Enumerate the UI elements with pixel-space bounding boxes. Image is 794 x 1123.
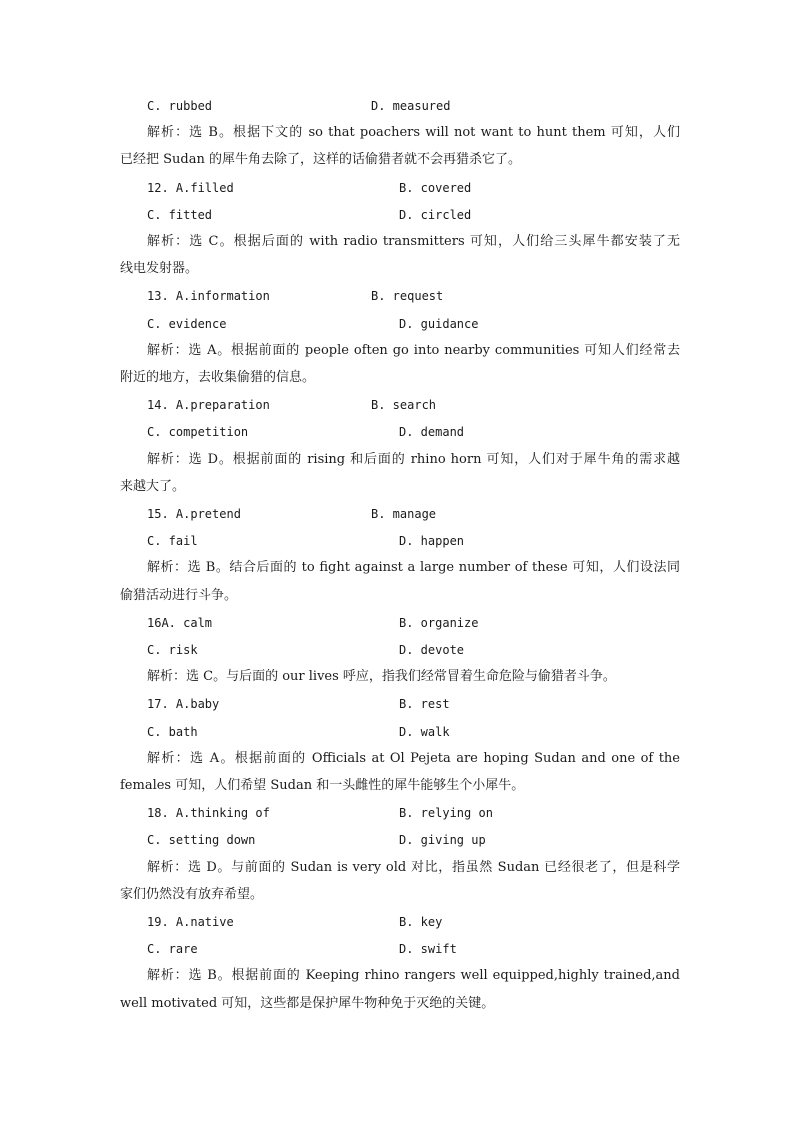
option-left: C. evidence — [147, 316, 227, 331]
explanation-line: 解析：选 D。与前面的 Sudan is very old 对比，指虽然 Sudan 已经很老了，但是科学 — [147, 859, 680, 875]
option-right: D. swift — [399, 942, 457, 957]
option-left: C. fail — [147, 534, 198, 549]
option-row — [120, 313, 680, 335]
option-left: 18. A.thinking of — [147, 806, 270, 821]
explanation-line: 解析：选 A。根据前面的 Officials at Ol Pejeta are hoping Sudan and one of the — [147, 750, 680, 766]
option-right: D. circled — [399, 207, 472, 222]
explanation-line: 家们仍然没有放弃希望。 — [120, 886, 264, 902]
option-row — [120, 204, 680, 226]
option-row — [120, 530, 680, 552]
option-row — [120, 639, 680, 661]
option-left: 17. A.baby — [147, 697, 220, 712]
explanation-line: well motivated 可知，这些都是保护犀牛物种免于灭绝的关键。 — [120, 995, 495, 1011]
option-right: B. request — [371, 289, 444, 304]
option-right: B. rest — [399, 697, 450, 712]
option-row — [120, 829, 680, 851]
option-left: 16A. calm — [147, 615, 213, 630]
explanation-line: 线电发射器。 — [120, 261, 199, 277]
option-left: 19. A.native — [147, 915, 234, 929]
explanation-line: 解析：选 A。根据前面的 people often go into nearby communities 可知人们经常去 — [147, 342, 680, 358]
option-left: C. competition — [147, 425, 249, 440]
option-row — [120, 503, 680, 525]
option-row — [120, 394, 680, 416]
option-right: D. walk — [399, 724, 450, 739]
option-left: C. rubbed — [147, 99, 213, 113]
explanation-line: 解析：选 D。根据前面的 rising 和后面的 rhino horn 可知，人们对于犀牛角的需求越 — [147, 451, 680, 467]
option-right: B. organize — [399, 615, 479, 630]
option-right: B. key — [399, 915, 443, 929]
option-left: 13. A.information — [147, 289, 270, 304]
option-left: C. rare — [147, 942, 198, 957]
option-row — [120, 911, 680, 933]
option-row — [120, 612, 680, 634]
explanation-line: 解析：选 B。结合后面的 to fight against a large number of these 可知，人们设法同 — [147, 560, 680, 576]
option-row — [120, 693, 680, 715]
option-left: 15. A.pretend — [147, 507, 241, 521]
explanation-line: 解析：选 B。根据下文的 so that poachers will not want to hunt them 可知，人们 — [147, 125, 680, 141]
explanation-line: 已经把 Sudan 的犀牛角去除了，这样的话偷猎者就不会再猎杀它了。 — [120, 152, 521, 168]
option-right: B. manage — [371, 507, 437, 521]
option-right: D. giving up — [399, 833, 486, 848]
option-row — [120, 95, 680, 117]
explanation-line: 解析：选 B。根据前面的 Keeping rhino rangers well equipped,highly trained,and — [147, 968, 680, 984]
explanation-line: 解析：选 C。与后面的 our lives 呼应，指我们经常冒着生命危险与偷猎者斗争。 — [147, 669, 616, 685]
option-right: D. measured — [371, 99, 451, 113]
explanation-line: 解析：选 C。根据后面的 with radio transmitters 可知，人们给三头犀牛都安装了无 — [147, 234, 680, 249]
explanation-line: females 可知，人们希望 Sudan 和一头雌性的犀牛能够生个小犀牛。 — [120, 778, 525, 793]
option-right: D. guidance — [399, 316, 479, 331]
option-left: C. fitted — [147, 207, 213, 222]
option-left: C. risk — [147, 643, 198, 657]
option-row — [120, 177, 680, 199]
option-left: C. bath — [147, 724, 198, 739]
option-left: 14. A.preparation — [147, 398, 270, 413]
option-row — [120, 721, 680, 743]
option-row — [120, 421, 680, 443]
explanation-line: 附近的地方，去收集偷猎的信息。 — [120, 370, 316, 385]
option-right: B. search — [371, 398, 437, 413]
option-right: B. covered — [399, 180, 472, 195]
option-row — [120, 802, 680, 824]
option-row — [120, 285, 680, 307]
option-left: C. setting down — [147, 833, 256, 848]
option-left: 12. A.filled — [147, 180, 234, 195]
option-right: D. devote — [399, 643, 465, 657]
explanation-line: 偷猎活动进行斗争。 — [120, 587, 238, 603]
option-right: B. relying on — [399, 806, 493, 821]
option-right: D. happen — [399, 534, 465, 549]
option-right: D. demand — [399, 425, 465, 440]
option-row — [120, 938, 680, 960]
explanation-line: 来越大了。 — [120, 478, 186, 494]
